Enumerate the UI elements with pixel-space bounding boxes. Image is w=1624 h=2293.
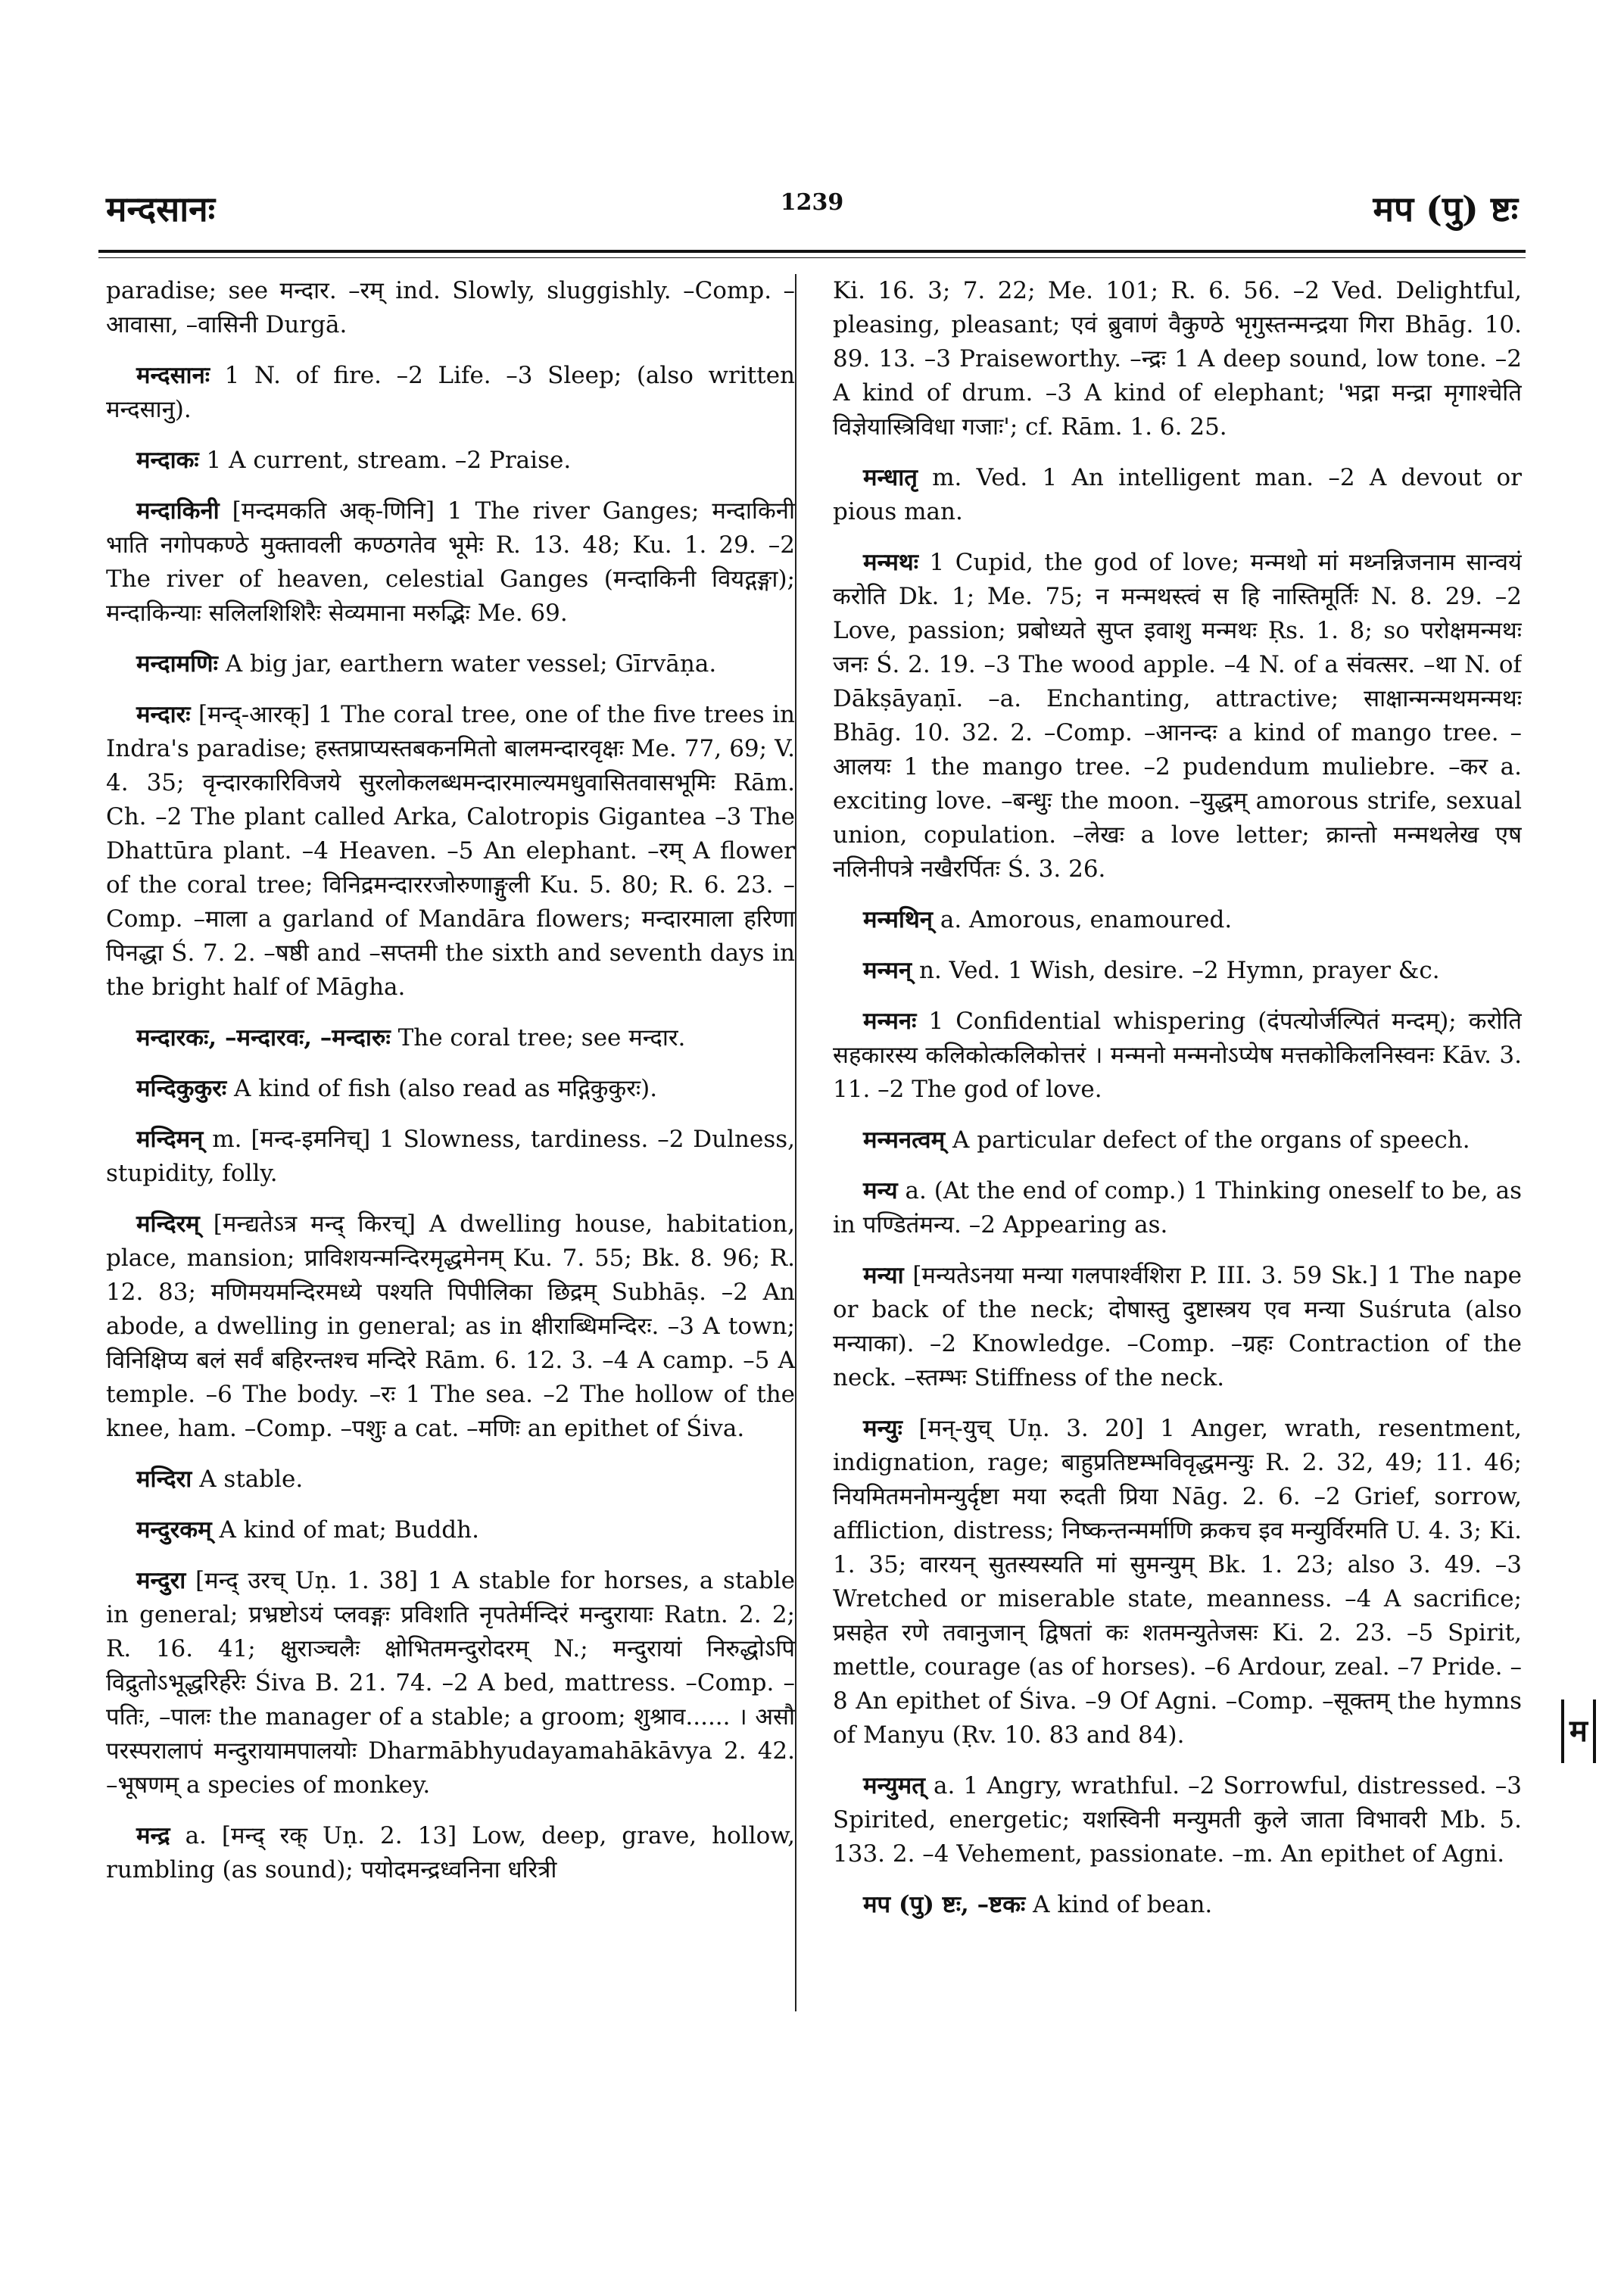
entry-text: 1 Cupid, the god of love; मन्मथो मां मथ्नन्निजनाम सान्वयं करोति Dk. 1; Me. 75; न मन्मथस्त्वं स हि नास्तिमूर्तिः N. 8. 29. –2 Love, passion; प्रबोध्यते सुप्त इवाशु मन्मथः Ṛs. 1. 8; so परोक्षमन्मथः जनः Ś. 2. 19. –3 The wood apple. –4 N. of a संवत्सर. –था N. of Dākṣāyaṇī. –a. Enchanting, attractive; साक्षान्मन्मथमन्मथः Bhāg. 10. 32. 2. –Comp. –आनन्दः a kind of mango tree. –आलयः 1 the mango tree. –2 pudendum muliebre. –कर a. exciting love. –बन्धुः the moon. –युद्धम् amorous strife, sexual union, copulation. –लेखः a love letter; क्रान्तो मन्मथलेख एष नलिनीपत्रे नखैरर्पितः Ś. 3. 26. [833,549,1522,883]
dictionary-entry [833,1005,1522,1107]
dictionary-entry [106,647,795,681]
dictionary-entry [106,1463,795,1497]
dictionary-entry [833,903,1522,937]
dictionary-entry [106,359,795,427]
dictionary-entry [833,1412,1522,1752]
right-column [833,274,1522,2008]
dictionary-entry [106,698,795,1005]
dictionary-entry [833,1174,1522,1242]
entry-text: [मन्यतेऽनया मन्या गलपार्श्वशिरा P. III. 3. 59 Sk.] 1 The nape or back of the neck; दोषास्तु दुष्टास्त्रय एव मन्या Suśruta (also मन्याका). –2 Knowledge. –Comp. –ग्रहः Contraction of the neck. –स्तम्भः Stiffness of the neck. [833,1262,1522,1391]
entry-text: 1 A current, stream. –2 Praise. [206,447,572,474]
thumb-index-marker: म [1561,1699,1596,1763]
entry-text: a. [मन्द् रक् Uṇ. 2. 13] Low, deep, grave, hollow, rumbling (as sound); पयोदमन्द्रध्वनिना धरित्री [106,1822,795,1883]
entry-headword: मन्मन् [863,957,912,984]
dictionary-entry [106,1207,795,1446]
dictionary-entry [833,1888,1522,1922]
header-rule-thin [98,257,1526,258]
entry-text: paradise; see मन्दार. –रम् ind. Slowly, sluggishly. –Comp. –आवासा, –वासिनी Durgā. [106,277,795,338]
entry-text: [मन्दमकति अक्-णिनि] 1 The river Ganges; मन्दाकिनी भाति नगोपकण्ठे मुक्तावली कण्ठगतेव भूमेः R. 13. 48; Ku. 1. 29. –2 The river of heaven, celestial Ganges (मन्दाकिनी वियद्गङ्गा); मन्दाकिन्याः सलिलशिशिरैः सेव्यमाना मरुद्भिः Me. 69. [106,497,795,627]
entry-text: The coral tree; see मन्दार. [397,1024,686,1051]
entry-text: [मन्द् उरच् Uṇ. 1. 38] 1 A stable for horses, a stable in general; प्रभ्रष्टोऽयं प्लवङ्गः प्रविशति नृपतेर्मन्दिरं मन्दुरायाः Ratn. 2. 2; R. 16. 41; क्षुराञ्चलैः क्षोभितमन्दुरोदरम् N.; मन्दुरायां निरुद्धोऽपि विद्रुतोऽभूद्धरिर्हरेः Śiva B. 21. 74. –2 A bed, mattress. –Comp. –पतिः, –पालः the manager of a stable; a groom; शुश्राव...... । असौ परस्परालापं मन्दुरायामपालयोः Dharmābhyudayamahākāvya 2. 42. –भूषणम् a species of monkey. [106,1567,795,1799]
entry-headword: मन्या [863,1262,904,1289]
entry-text: [मन्द्यतेऽत्र मन्द् किरच्] A dwelling house, habitation, place, mansion; प्राविशयन्मन्दिरमृद्धमेनम् Ku. 7. 55; Bk. 8. 96; R. 12. 83; मणिमयमन्दिरमध्ये पश्यति पिपीलिका छिद्रम् Subhāṣ. –2 An abode, a dwelling in general; as in क्षीराब्धिमन्दिरः. –3 A town; विनिक्षिप्य बलं सर्वं बहिरन्तश्च मन्दिरे Rām. 6. 12. 3. –4 A camp. –5 A temple. –6 The body. –रः 1 The sea. –2 The hollow of the knee, ham. –Comp. –पशुः a cat. –मणिः an epithet of Śiva. [106,1210,795,1442]
entry-text: A big jar, earthern water vessel; Gīrvāṇa. [225,650,717,678]
dictionary-entry [833,461,1522,529]
entry-headword: मन्दसानः [136,362,210,389]
entry-headword: मन्मथः [863,549,919,576]
entry-text: A stable. [199,1466,304,1493]
entry-headword: मन्द्र [136,1822,170,1849]
column-separator [795,274,796,2011]
dictionary-entry [833,954,1522,988]
entry-headword: मन्मनत्वम् [863,1126,946,1154]
header-rule-thick [98,250,1526,253]
dictionary-entry [106,1021,795,1055]
dictionary-entry [106,444,795,478]
entry-headword: मन्धातृ [863,464,918,491]
page-number: 1239 [780,189,844,216]
dictionary-entry [833,1259,1522,1395]
header-right-headword: मप (पु) ष्टः [1373,188,1518,229]
dictionary-entry [833,274,1522,444]
entry-text: A kind of fish (also read as मद्गिकुकुरः). [234,1075,658,1102]
entry-headword: मन्दुरा [136,1567,186,1594]
entry-headword: मप (पु) ष्टः, –ष्टकः [863,1891,1026,1918]
entry-text: A particular defect of the organs of speech. [952,1126,1470,1154]
entry-headword: मन्दाकिनी [136,497,220,525]
entry-text: A kind of mat; Buddh. [219,1516,479,1544]
entry-headword: मन्दाकः [136,447,199,474]
entry-text: m. Ved. 1 An intelligent man. –2 A devout or pious man. [833,464,1522,525]
entry-headword: मन्दिरम् [136,1210,200,1238]
dictionary-entry [833,1123,1522,1157]
entry-text: m. [मन्द-इमनिच्] 1 Slowness, tardiness. –2 Dulness, stupidity, folly. [106,1126,795,1187]
dictionary-entry [106,494,795,631]
entry-headword: मन्दामणिः [136,650,218,678]
entry-text: Ki. 16. 3; 7. 22; Me. 101; R. 6. 56. –2 Ved. Delightful, pleasing, pleasant; एवं ब्रुवाणं वैकुण्ठे भृगुस्तन्मन्द्रया गिरा Bhāg. 10. 89. 13. –3 Praiseworthy. –न्द्रः 1 A deep sound, low tone. –2 A kind of drum. –3 A kind of elephant; 'भद्रा मन्द्रा मृगाश्चेति विज्ञेयास्त्रिविधा गजाः'; cf. Rām. 1. 6. 25. [833,277,1522,441]
entry-headword: मन्दिकुकुरः [136,1075,227,1102]
entry-headword: मन्युमत् [863,1772,925,1799]
entry-headword: मन्मथिन् [863,906,933,933]
dictionary-entry [106,1072,795,1106]
entry-headword: मन्युः [863,1415,902,1442]
entry-text: [मन्-युच् Uṇ. 3. 20] 1 Anger, wrath, resentment, indignation, rage; बाहुप्रतिष्टम्भविवृद्धमन्युः R. 2. 32, 49; 11. 46; नियमितमनोमन्युर्दृष्टा मया रुदती प्रिया Nāg. 2. 6. –2 Grief, sorrow, affliction, distress; निष्कन्तन्मर्माणि क्रकच इव मन्युर्विरमति U. 4. 3; Ki. 1. 35; वारयन् सुतस्यस्यति मां सुमन्युम् Bk. 1. 23; also 3. 49. –3 Wretched or miserable state, meanness. –4 A sacrifice; प्रसहेत रणे तवानुजान् द्विषतां कः शतमन्युतेजसः Ki. 2. 23. –5 Spirit, mettle, courage (as of horses). –6 Ardour, zeal. –7 Pride. –8 An epithet of Śiva. –9 Of Agni. –Comp. –सूक्तम् the hymns of Manyu (Ṛv. 10. 83 and 84). [833,1415,1522,1749]
left-column [106,274,795,2008]
entry-text: 1 N. of fire. –2 Life. –3 Sleep; (also written मन्दसानु). [106,362,795,423]
running-header [106,185,1518,245]
entry-headword: मन्दारः [136,701,191,728]
header-left-headword: मन्दसानः [106,188,215,229]
dictionary-entry [106,1564,795,1802]
dictionary-entry [106,1123,795,1191]
entry-headword: मन्दिमन् [136,1126,204,1153]
entry-headword: मन्दारकः, –मन्दारवः, –मन्दारुः [136,1024,391,1051]
dictionary-entry [833,546,1522,886]
entry-text: 1 Confidential whispering (दंपत्योर्जल्पितं मन्दम्); करोति सहकारस्य कलिकोत्कलिकोत्तरं । मन्मनो मन्मनोऽप्येष मत्तकोकिलनिस्वनः Kāv. 3. 11. –2 The god of love. [833,1008,1522,1103]
entry-headword: मन्दिरा [136,1466,192,1493]
dictionary-entry [106,274,795,342]
entry-text: a. 1 Angry, wrathful. –2 Sorrowful, distressed. –3 Spirited, energetic; यशस्विनी मन्युमती कुले जाता विभावरी Mb. 5. 133. 2. –4 Vehement, passionate. –m. An epithet of Agni. [833,1772,1522,1868]
dictionary-entry [833,1769,1522,1871]
entry-headword: मन्मनः [863,1008,917,1035]
entry-headword: मन्दुरकम् [136,1516,212,1544]
entry-text: [मन्द्-आरक्] 1 The coral tree, one of the five trees in Indra's paradise; हस्तप्राप्यस्तबकनमितो बालमन्दारवृक्षः Me. 77, 69; V. 4. 35; वृन्दारकारिविजये सुरलोकलब्धमन्दारमाल्यमधुवासितवासभूमिः Rām. Ch. –2 The plant called Arka, Calotropis Gigantea –3 The Dhattūra plant. –4 Heaven. –5 An elephant. –रम् A flower of the coral tree; विनिद्रमन्दाररजोरुणाङ्गुली Ku. 5. 80; R. 6. 23. –Comp. –माला a garland of Mandāra flowers; मन्दारमाला हरिणा पिनद्धा Ś. 7. 2. –षष्ठी and –सप्तमी the sixth and seventh days in the bright half of Māgha. [106,701,795,1001]
entry-text: a. Amorous, enamoured. [940,906,1233,933]
entry-text: A kind of bean. [1033,1891,1213,1918]
dictionary-entry [106,1513,795,1547]
entry-text: n. Ved. 1 Wish, desire. –2 Hymn, prayer &c. [919,957,1440,984]
entry-headword: मन्य [863,1177,898,1204]
entry-text: a. (At the end of comp.) 1 Thinking oneself to be, as in पण्डितंमन्य. –2 Appearing as. [833,1177,1522,1238]
dictionary-entry [106,1819,795,1887]
